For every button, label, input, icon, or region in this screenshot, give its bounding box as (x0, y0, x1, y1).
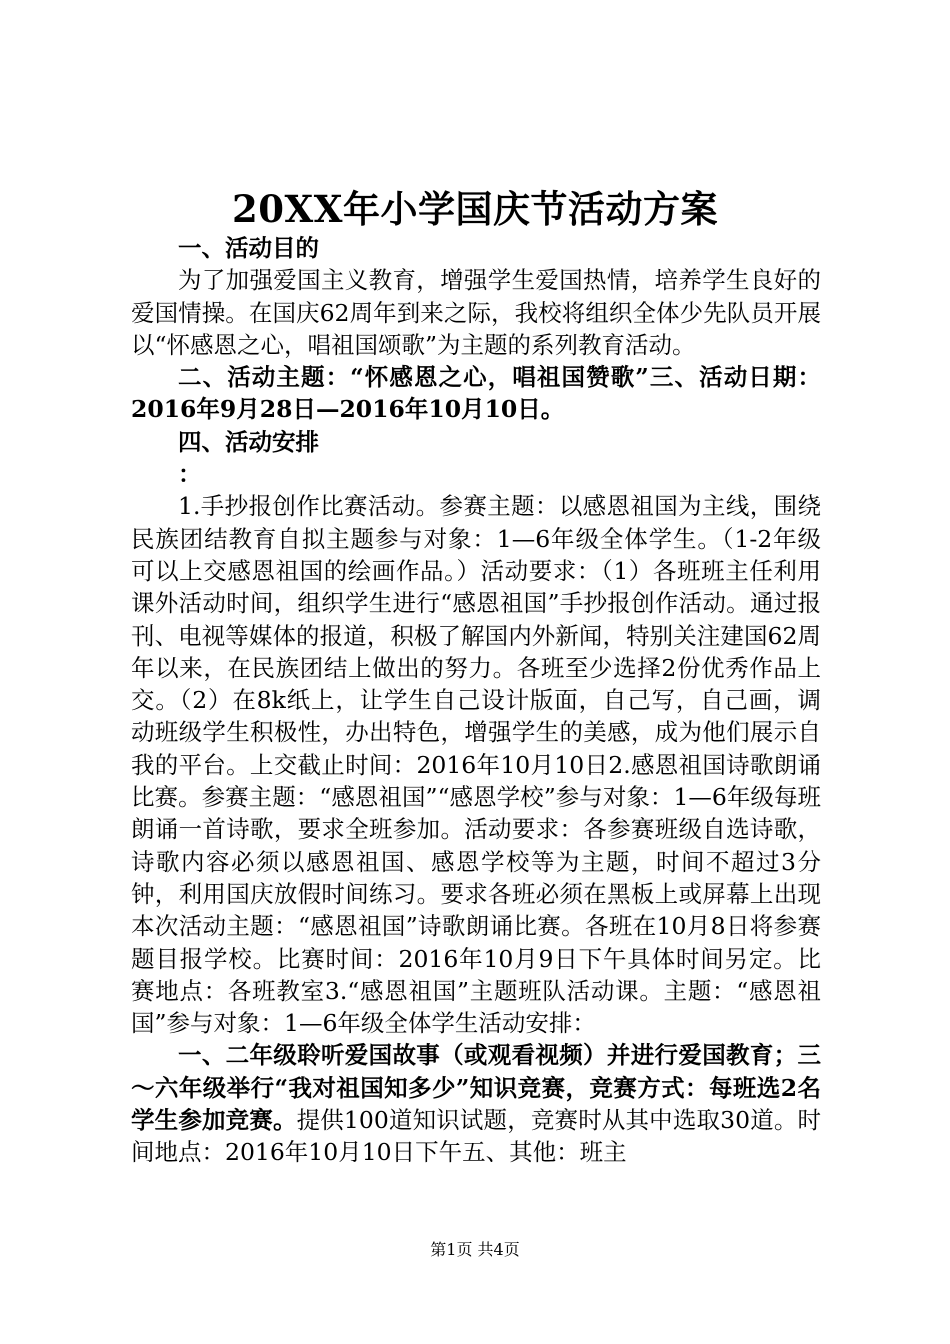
section-heading-arrangement: 四、活动安排 (178, 427, 319, 456)
paragraph-purpose: 为了加强爱国主义教育，增强学生爱国热情，培养学生良好的爱国情操。在国庆62周年到来之际，我校将组织全体少先队员开展以“怀感恩之心，唱祖国颂歌”为主题的系列教育活动。 (131, 266, 821, 359)
document-body (131, 232, 821, 1169)
grade-activities-bold: 一、二年级聆听爱国故事（或观看视频）并进行爱国教育；三～六年级举行“我对祖国知多少”知识竞赛，竞赛方式：每班选2名学生参加竞赛。 (131, 1041, 821, 1135)
grade-activities-continuation: 提供100道知识试题，竞赛时从其中选取30道。时间地点：2016年10月10日下午五、其他：班主 (131, 1106, 822, 1167)
document-title: 20XX年小学国庆节活动方案 (232, 187, 718, 231)
paragraph-arrangement-details: 1.手抄报创作比赛活动。参赛主题：以感恩祖国为主线，围绕民族团结教育自拟主题参与对象：1—6年级全体学生。（1-2年级可以上交感恩祖国的绘画作品。）活动要求：（1）各班班主任利用课外活动时间，组织学生进行“感恩祖国”手抄报创作活动。通过报刊、电视等媒体的报道，积极了解国内外新闻，特别关注建国62周年以来，在民族团结上做出的努力。各班至少选择2份优秀作品上交。（2）在8k纸上，让学生自己设计版面，自己写，自己画，调动班级学生积极性，办出特色，增强学生的美感，成为他们展示自我的平台。上交截止时间：2016年10月10日2.感恩祖国诗歌朗诵比赛。参赛主题：“感恩祖国”“感恩学校”参与对象：1—6年级每班朗诵一首诗歌，要求全班参加。活动要求：各参赛班级自选诗歌，诗歌内容必须以感恩祖国、感恩学校等为主题，时间不超过3分钟，利用国庆放假时间练习。要求各班必须在黑板上或屏幕上出现本次活动主题：“感恩祖国”诗歌朗诵比赛。各班在10月8日将参赛题目报学校。比赛时间：2016年10月9日下午具体时间另定。比赛地点：各班教室3.“感恩祖国”主题班队活动课。主题：“感恩祖国”参与对象：1—6年级全体学生活动安排： (131, 492, 821, 1038)
section-heading-purpose: 一、活动目的 (178, 234, 319, 262)
section-colon: ： (178, 460, 202, 489)
section-heading-theme-date: 二、活动主题：“怀感恩之心，唱祖国赞歌”三、活动日期：2016年9月28日—2016年10月10日。 (131, 363, 821, 424)
page-footer: 第1页 共4页 (430, 1240, 520, 1259)
paragraph-grade-activities (131, 1039, 821, 1168)
